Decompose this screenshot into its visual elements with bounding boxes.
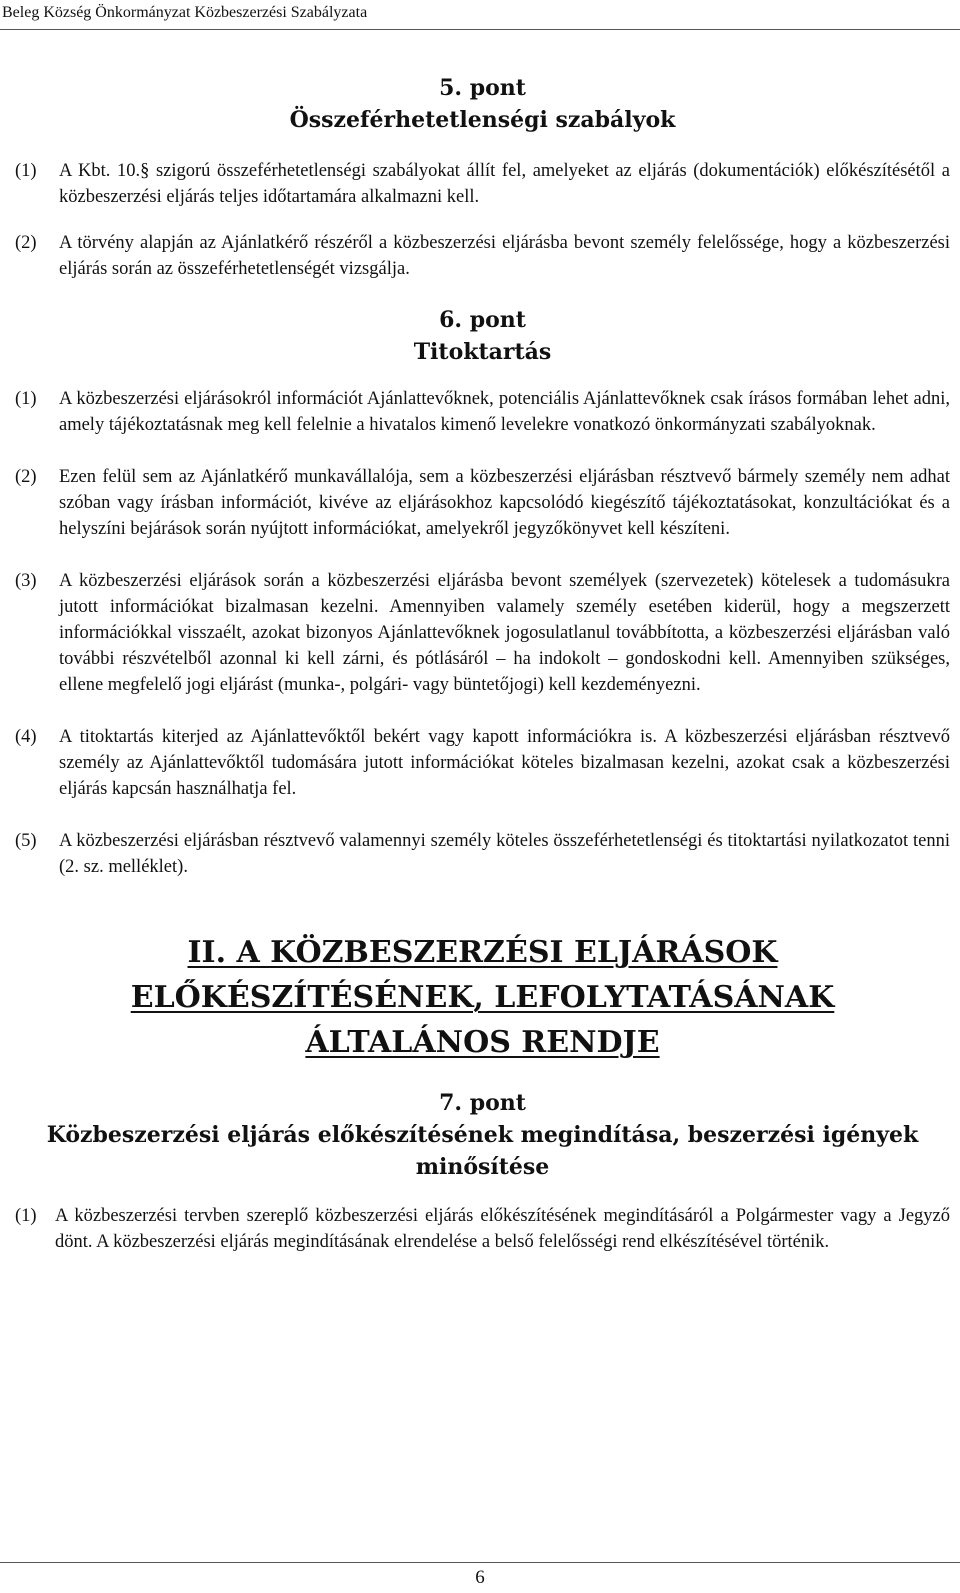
document-title: Beleg Község Önkormányzat Közbeszerzési Szabályzata [2, 4, 368, 21]
paragraph-number: (1) [15, 1206, 37, 1226]
paragraph-number: (5) [15, 831, 37, 851]
page-body [15, 72, 950, 1255]
section-7-paragraph-1 [15, 1203, 950, 1255]
paragraph-number: (3) [15, 571, 37, 591]
paragraph-text: A közbeszerzési eljárásokról információt Ajánlattevőknek, potenciális Ajánlattevőknek csak írásos formában lehet adni, amely tájékoztatásnak meg kell felelnie a hivatalos kimenő levelekre vonatkozó önkormányzati szabályoknak. [59, 389, 950, 435]
chapter-heading-line-3: ÁLTALÁNOS RENDJE [305, 1025, 660, 1060]
page-number: 6 [475, 1567, 485, 1588]
paragraph-number: (1) [15, 389, 37, 409]
paragraph-number: (4) [15, 727, 37, 747]
chapter-heading [15, 930, 950, 1065]
paragraph-text: A Kbt. 10.§ szigorú összeférhetetlenségi szabályokat állít fel, amelyeket az eljárás (dokumentációk) előkészítésétől a közbeszerzési eljárás teljes időtartamára alkalmazni kell. [59, 161, 950, 207]
section-6-paragraph-3 [15, 568, 950, 698]
paragraph-text: Ezen felül sem az Ajánlatkérő munkavállalója, sem a közbeszerzési eljárásban résztvevő bármely személy nem adhat szóban vagy írásban információt, kivéve az eljárásokhoz kapcsolódó kiegészítő tájékoztatásokat, konzultációkat és a helyszíni bejárások során nyújtott információkat, amelyekről jegyzőkönyvet kell készíteni. [59, 467, 950, 539]
section-7-number: 7. pont [439, 1090, 526, 1116]
section-6-paragraph-1 [15, 386, 950, 438]
paragraph-text: A közbeszerzési eljárások során a közbeszerzési eljárásba bevont személyek (szervezetek) kötelesek a tudomásukra jutott információkat bizalmasan kezelni. Amennyiben valamely személy esetében kiderül, hogy a megszerzett információkkal visszaélt, azokat bizonyos Ajánlattevőknek jogosulatlanul továbbította, a közbeszerzési eljárásban való további részvételből azonnal ki kell zárni, és pótlásáról – ha indokolt – gondoskodni kell. Amennyiben szükséges, ellene megfelelő jogi eljárást (munka-, polgári- vagy büntetőjogi) kell kezdeményezni. [59, 571, 950, 695]
section-6-paragraph-2 [15, 464, 950, 542]
paragraph-number: (2) [15, 467, 37, 487]
chapter-heading-line-2: ELŐKÉSZÍTÉSÉNEK, LEFOLYTATÁSÁNAK [130, 980, 835, 1015]
page-footer [0, 1562, 960, 1592]
paragraph-text: A közbeszerzési eljárásban résztvevő valamennyi személy köteles összeférhetetlenségi és titoktartási nyilatkozatot tenni (2. sz. melléklet). [59, 831, 950, 877]
chapter-heading-line-1: II. A KÖZBESZERZÉSI ELJÁRÁSOK [187, 935, 778, 970]
running-header [0, 0, 960, 30]
paragraph-text: A törvény alapján az Ajánlatkérő részéről a közbeszerzési eljárásba bevont személy felelőssége, hogy a közbeszerzési eljárás során az összeférhetetlenségét vizsgálja. [59, 233, 950, 279]
paragraph-text: A közbeszerzési tervben szereplő közbeszerzési eljárás előkészítésének megindításáról a Polgármester vagy a Jegyző dönt. A közbeszerzési eljárás megindításának elrendelése a belső felelősségi rend elkészítésével történik. [55, 1206, 950, 1252]
section-7-title: Közbeszerzési eljárás előkészítésének megindítása, beszerzési igények minősítése [46, 1122, 919, 1180]
paragraph-number: (1) [15, 161, 37, 181]
paragraph-number: (2) [15, 233, 37, 253]
paragraph-text: A titoktartás kiterjed az Ajánlattevőktől bekért vagy kapott információkra is. A közbeszerzési eljárásban résztvevő személy az Ajánlattevőktől tudomására jutott információkat köteles bizalmasan kezelni, azokat csak a közbeszerzési eljárás kapcsán használhatja fel. [59, 727, 950, 799]
section-5-number: 5. pont [439, 75, 526, 101]
section-5-paragraph-2 [15, 230, 950, 282]
section-5-paragraph-1 [15, 158, 950, 210]
section-6-paragraph-4 [15, 724, 950, 802]
section-6-number: 6. pont [439, 307, 526, 333]
section-5-title: Összeférhetetlenségi szabályok [289, 107, 676, 133]
section-6-paragraph-5 [15, 828, 950, 880]
section-6-title: Titoktartás [413, 339, 552, 365]
